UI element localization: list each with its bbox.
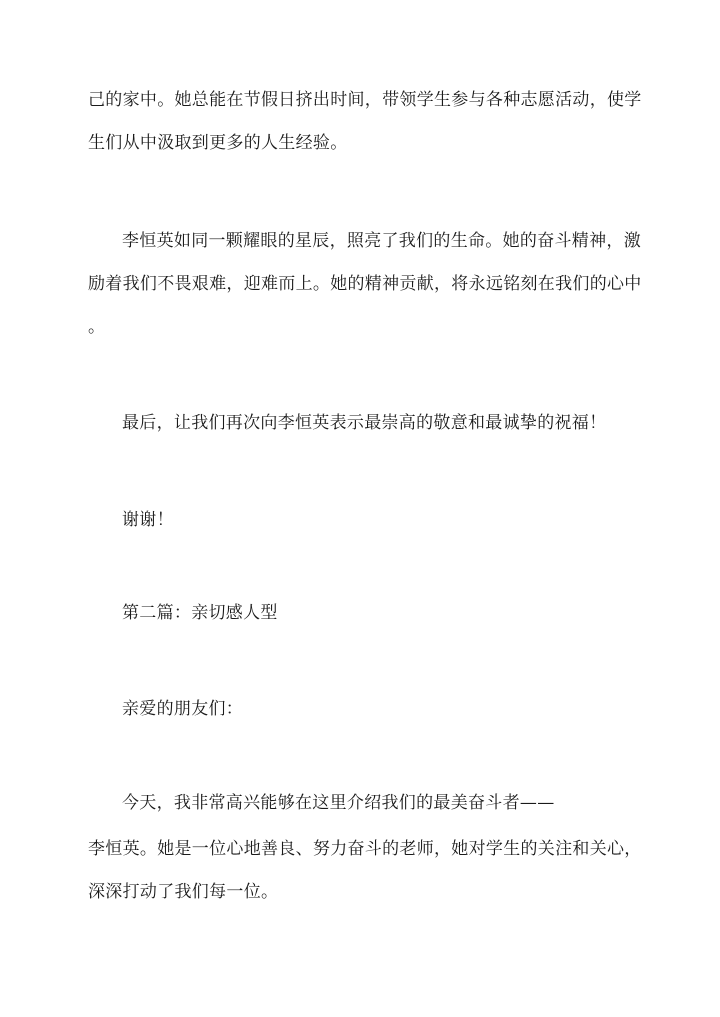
paragraph-line: 己的家中。她总能在节假日挤出时间，带领学生参与各种志愿活动，使学 [88, 90, 642, 110]
paragraph-line: 今天，我非常高兴能够在这里介绍我们的最美奋斗者—— [122, 793, 555, 813]
closing-thanks: 谢谢！ [122, 510, 174, 530]
paragraph-line: 最后，让我们再次向李恒英表示最崇高的敬意和最诚挚的祝福！ [122, 413, 607, 433]
section-heading: 第二篇：亲切感人型 [122, 603, 278, 623]
paragraph-line: 李恒英。她是一位心地善良、努力奋斗的老师，她对学生的关注和关心， [88, 839, 642, 859]
paragraph-line: 李恒英如同一颗耀眼的星辰，照亮了我们的生命。她的奋斗精神，激 [122, 231, 641, 251]
paragraph-line: 。 [88, 317, 106, 337]
paragraph-line: 励着我们不畏艰难，迎难而上。她的精神贡献，将永远铭刻在我们的心中 [88, 274, 642, 294]
salutation: 亲爱的朋友们： [122, 699, 244, 719]
paragraph-line: 生们从中汲取到更多的人生经验。 [88, 133, 348, 153]
paragraph-line: 深深打动了我们每一位。 [88, 882, 279, 902]
